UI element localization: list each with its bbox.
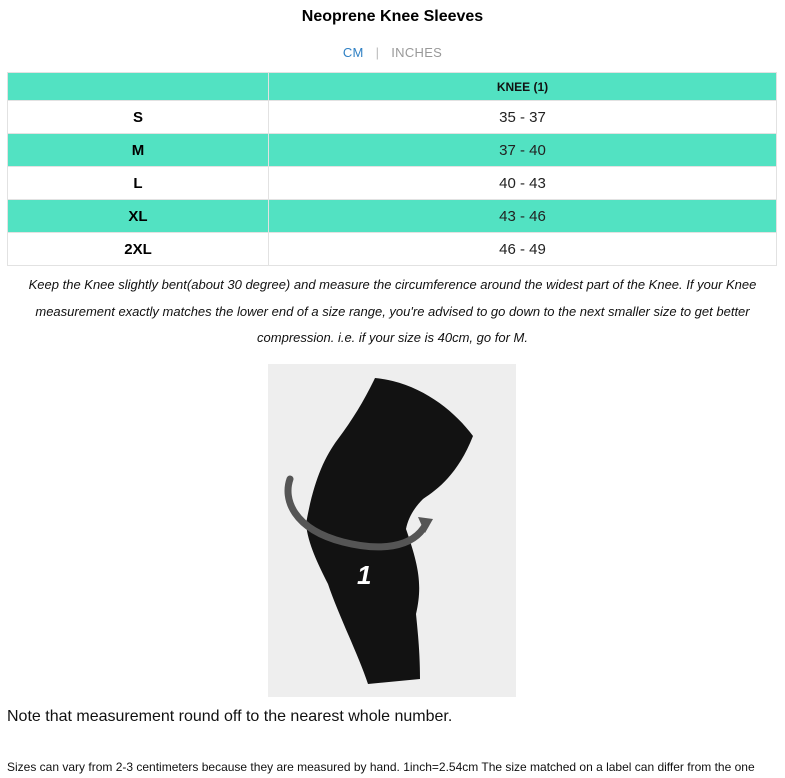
table-row: [8, 233, 777, 266]
size-cell: L: [8, 167, 269, 200]
instruction-line: Keep the Knee slightly bent(about 30 degree) and measure the circumference around the widest part of the Knee. If your Knee: [28, 277, 757, 292]
table-header-row: [8, 73, 777, 101]
header-size: [8, 73, 269, 101]
unit-cm-button[interactable]: CM: [342, 45, 364, 60]
instruction-line: measurement exactly matches the lower end of a size range, you're advised to go down to the next smaller size to get better: [35, 303, 750, 319]
table-row: [8, 167, 777, 200]
measurement-instructions: [0, 272, 785, 352]
knee-cell: 46 - 49: [269, 233, 777, 266]
size-chart-table: [7, 72, 777, 266]
table-row: [8, 134, 777, 167]
size-cell: 2XL: [8, 233, 269, 266]
knee-cell: 43 - 46: [269, 200, 777, 233]
knee-diagram: [268, 364, 516, 697]
knee-cell: 40 - 43: [269, 167, 777, 200]
unit-inches-button[interactable]: INCHES: [391, 45, 443, 60]
header-knee: KNEE (1): [269, 73, 777, 101]
size-cell: M: [8, 134, 269, 167]
table-row: [8, 200, 777, 233]
svg-text:1: 1: [357, 560, 372, 590]
instruction-line: compression. i.e. if your size is 40cm, go for M.: [257, 330, 528, 345]
size-disclaimer: Sizes can vary from 2-3 centimeters because they are measured by hand. 1inch=2.54cm The size matched on a label can differ from the one: [7, 760, 755, 774]
page-title: Neoprene Knee Sleeves: [301, 8, 484, 25]
size-cell: XL: [8, 200, 269, 233]
knee-silhouette-icon: [268, 364, 516, 697]
knee-cell: 37 - 40: [269, 134, 777, 167]
unit-separator: |: [375, 45, 380, 60]
table-row: [8, 101, 777, 134]
knee-cell: 35 - 37: [269, 101, 777, 134]
unit-toggle: [0, 45, 785, 60]
rounding-note: Note that measurement round off to the nearest whole number.: [7, 708, 453, 725]
size-cell: S: [8, 101, 269, 134]
